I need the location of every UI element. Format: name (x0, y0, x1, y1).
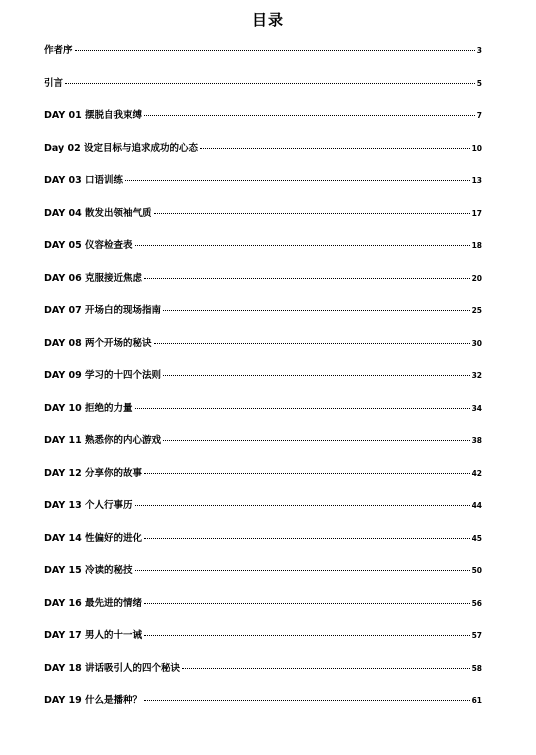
toc-entry[interactable] (44, 692, 482, 725)
dot-leader (144, 278, 470, 279)
dot-leader (144, 115, 475, 116)
toc-entry[interactable] (44, 107, 482, 140)
dot-leader (135, 245, 470, 246)
toc-entry-page-number: 10 (471, 143, 482, 153)
toc-entry[interactable] (44, 400, 482, 433)
page-title: 目录 (251, 11, 284, 29)
toc-entry-label: DAY 19 什么是播种？ (44, 695, 143, 706)
dot-leader (135, 408, 470, 409)
dot-leader (144, 635, 470, 636)
toc-entry[interactable] (44, 595, 482, 628)
toc-entry[interactable] (44, 562, 482, 595)
toc-entry-label: DAY 14 性偏好的进化 (44, 532, 143, 544)
toc-entry-page-number: 20 (471, 273, 482, 283)
toc-entry-page-number: 34 (471, 403, 482, 413)
dot-leader (144, 538, 470, 539)
toc-entry[interactable] (44, 42, 482, 75)
dot-leader (154, 213, 470, 214)
toc-entry-page-number: 38 (471, 436, 482, 445)
dot-leader (75, 50, 475, 51)
toc-entry[interactable] (44, 497, 482, 530)
toc-entry[interactable] (44, 270, 482, 303)
toc-entry-page-number: 18 (471, 241, 482, 250)
toc-entry[interactable] (44, 530, 482, 563)
dot-leader (154, 343, 470, 344)
toc-entry-page-number: 7 (476, 111, 482, 120)
toc-entry-page-number: 61 (471, 696, 482, 705)
toc-entry[interactable] (44, 237, 482, 270)
toc-entry-label: DAY 08 两个开场的秘诀 (44, 337, 152, 349)
dot-leader (163, 310, 470, 311)
toc-entry-label: DAY 15 冷读的秘技 (44, 565, 133, 576)
table-of-contents (44, 42, 482, 725)
toc-entry-label: DAY 06 克服接近焦虑 (44, 272, 143, 284)
toc-entry-page-number: 13 (471, 176, 482, 185)
toc-entry-page-number: 3 (476, 46, 482, 55)
toc-entry-label: DAY 10 拒绝的力量 (44, 402, 133, 414)
dot-leader (144, 473, 470, 474)
dot-leader (65, 83, 475, 84)
toc-entry-label: DAY 16 最先进的情绪 (44, 597, 143, 609)
dot-leader (163, 375, 470, 376)
toc-entry-label: 引言 (44, 77, 64, 89)
toc-entry-label: DAY 11 熟悉你的内心游戏 (44, 435, 162, 446)
toc-entry-page-number: 5 (476, 78, 482, 88)
toc-entry-label: DAY 03 口语训练 (44, 175, 124, 186)
toc-entry-label: DAY 01 摆脱自我束缚 (44, 110, 143, 121)
toc-entry[interactable] (44, 172, 482, 205)
toc-entry-label: DAY 12 分享你的故事 (44, 467, 143, 479)
dot-leader (163, 440, 470, 441)
toc-entry[interactable] (44, 465, 482, 498)
toc-entry[interactable] (44, 627, 482, 660)
toc-entry-page-number: 42 (471, 468, 482, 478)
toc-entry-label: DAY 07 开场白的现场指南 (44, 305, 162, 316)
toc-entry-page-number: 32 (471, 371, 482, 380)
toc-entry-label: DAY 05 仪容检查表 (44, 240, 133, 251)
toc-entry-page-number: 45 (471, 533, 482, 543)
toc-entry-label: DAY 18 讲话吸引人的四个秘诀 (44, 662, 181, 674)
dot-leader (200, 148, 470, 149)
toc-entry-page-number: 44 (471, 501, 482, 510)
toc-entry-label: DAY 09 学习的十四个法则 (44, 370, 162, 381)
toc-entry-page-number: 57 (471, 631, 482, 640)
toc-entry[interactable] (44, 75, 482, 108)
toc-entry[interactable] (44, 302, 482, 335)
toc-entry[interactable] (44, 335, 482, 368)
toc-entry-label: 作者序 (44, 45, 73, 56)
toc-entry-label: Day 02 设定目标与追求成功的心态 (44, 142, 199, 154)
toc-entry-label: DAY 13 个人行事历 (44, 500, 133, 511)
toc-entry-page-number: 17 (471, 208, 482, 218)
toc-entry-page-number: 56 (471, 598, 482, 608)
dot-leader (182, 668, 470, 669)
dot-leader (125, 180, 470, 181)
toc-entry-label: DAY 17 男人的十一诫 (44, 630, 143, 641)
dot-leader (135, 505, 470, 506)
toc-entry-page-number: 25 (471, 306, 482, 315)
toc-entry-page-number: 50 (471, 566, 482, 575)
toc-entry[interactable] (44, 367, 482, 400)
dot-leader (144, 700, 470, 701)
toc-entry-page-number: 30 (471, 338, 482, 348)
toc-entry[interactable] (44, 140, 482, 173)
toc-entry[interactable] (44, 660, 482, 693)
dot-leader (135, 570, 470, 571)
toc-entry-label: DAY 04 散发出领袖气质 (44, 207, 152, 219)
dot-leader (144, 603, 470, 604)
toc-entry-page-number: 58 (471, 663, 482, 673)
toc-entry[interactable] (44, 432, 482, 465)
toc-entry[interactable] (44, 205, 482, 238)
